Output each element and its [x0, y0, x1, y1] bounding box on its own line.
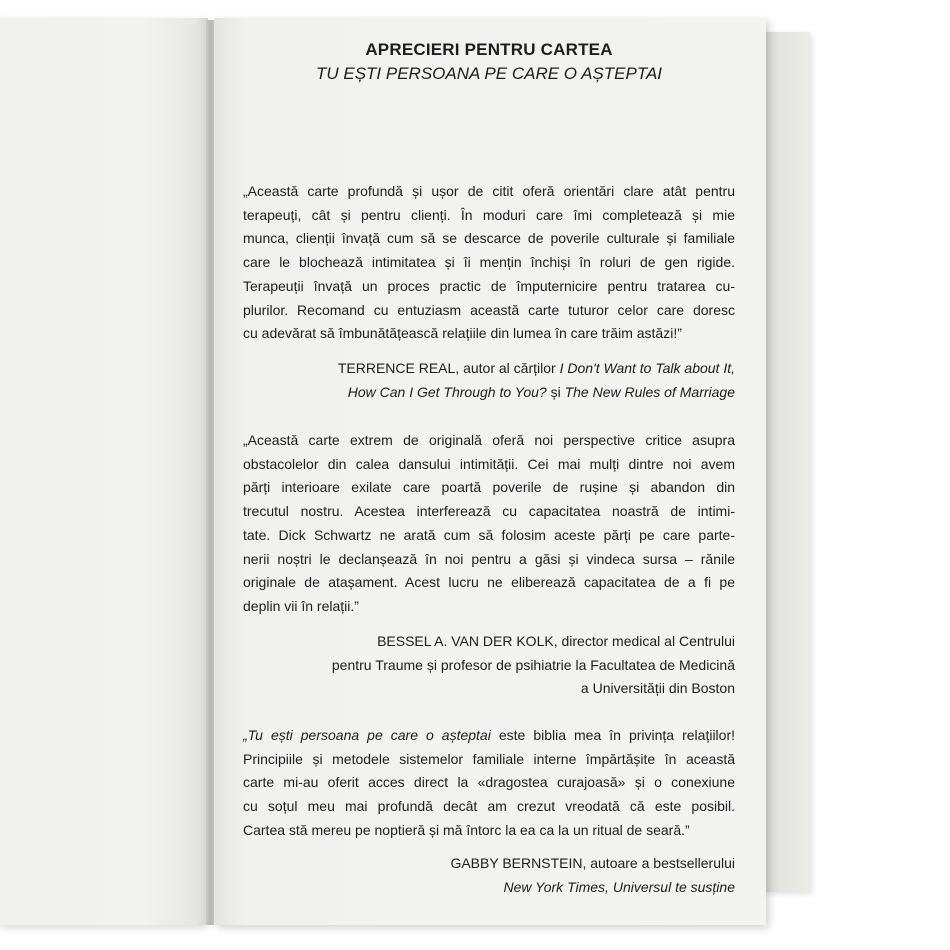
quote-line: originale de atașament. Acest lucru ne eliberează capacitatea de a fi pe	[243, 574, 735, 591]
quote-line: Principiile și metodele sistemelor familiale interne împărtășite în această	[243, 750, 735, 767]
attribution-line	[243, 381, 735, 405]
attribution-line: GABBY BERNSTEIN, autoare a bestsellerului	[450, 855, 735, 871]
left-page	[0, 18, 208, 925]
quote-line: plurilor. Recomand cu entuziasm această carte tuturor celor care doresc	[243, 301, 735, 318]
attribution-line: BESSEL A. VAN DER KOLK, director medical al Centrului	[377, 633, 735, 649]
page-subtitle: TU EȘTI PERSOANA PE CARE O AȘTEPTAI	[315, 64, 663, 83]
attribution-text: și	[546, 383, 565, 400]
quote-line: „Această carte profundă și ușor de citit oferă orientări clare atât pentru	[243, 183, 735, 199]
quote-line: Terapeuții învață un proces practic de împuternicire pentru tratarea cu-	[243, 277, 735, 294]
quote-line: cu adevărat să îmbunătățească relațiile din lumea în care trăim astăzi!”	[243, 325, 682, 342]
quote-line: terapeuți, cât și pentru clienți. În moduri care îmi completează și mie	[243, 206, 735, 223]
page-heading	[243, 38, 735, 86]
quote-line: carte mi-au oferit acces direct la «dragostea curajoasă» și o conexiune	[243, 774, 735, 791]
quote-line	[243, 724, 735, 748]
testimonial-attribution-2	[243, 630, 735, 701]
quote-line: obstacolelor din calea dansului intimității. Cei mai mulți dintre noi avem	[243, 455, 735, 472]
attribution-line	[243, 357, 735, 381]
quote-line: trecutul nostru. Acestea interferează cu capacitatea noastră de intimi-	[243, 503, 735, 520]
quote-line: nerii noștri le declanșează în noi pentru a găsi și vindeca sursa – rănile	[243, 550, 735, 567]
attribution-line: pentru Traume și profesor de psihiatrie la Facultatea de Medicină	[331, 656, 735, 673]
book-title: „Tu ești persoana pe care o așteptai	[243, 727, 491, 743]
quote-line: Cartea stă mereu pe noptieră și mă întorc la ea ca la un ritual de seară.”	[243, 821, 690, 838]
book-title: I Don't Want to Talk about It,	[559, 360, 735, 376]
book-title: How Can I Get Through to You?	[347, 383, 547, 400]
book-title: The New Rules of Marriage	[564, 383, 735, 400]
quote-line: cu soțul meu mai profundă decât am crezut vreodată că este posibil.	[243, 798, 735, 815]
quote-line: „Această carte extrem de originală oferă noi perspective critice asupra	[243, 432, 735, 448]
quote-line: părți interioare exilate care poartă poverile de rușine și abandon din	[243, 479, 735, 496]
quote-line: munca, clienții învață cum să se descarce de poverile culturale și familiale	[243, 230, 735, 247]
testimonial-quote-2	[243, 429, 735, 619]
testimonial-attribution-3	[243, 852, 735, 899]
quote-text: este biblia mea în privința relațiilor!	[490, 727, 735, 743]
testimonial-quote-3	[243, 724, 735, 843]
testimonial-quote-1	[243, 180, 735, 346]
book-title: New York Times, Universul te susține	[503, 878, 735, 895]
back-page-edge	[762, 32, 810, 892]
quote-line: care le blochează intimitatea și îi mențin închiși în roluri de gen rigide.	[243, 254, 735, 271]
page-title: APRECIERI PENTRU CARTEA	[365, 40, 613, 59]
quote-line: deplin vii în relații.”	[243, 597, 359, 614]
attribution-line: a Universității din Boston	[580, 680, 735, 697]
quote-line: tate. Dick Schwartz ne arată cum să folosim aceste părți pe care parte-	[243, 526, 735, 543]
testimonial-attribution-1	[243, 357, 735, 404]
attribution-text: TERRENCE REAL, autor al cărților	[337, 360, 560, 376]
